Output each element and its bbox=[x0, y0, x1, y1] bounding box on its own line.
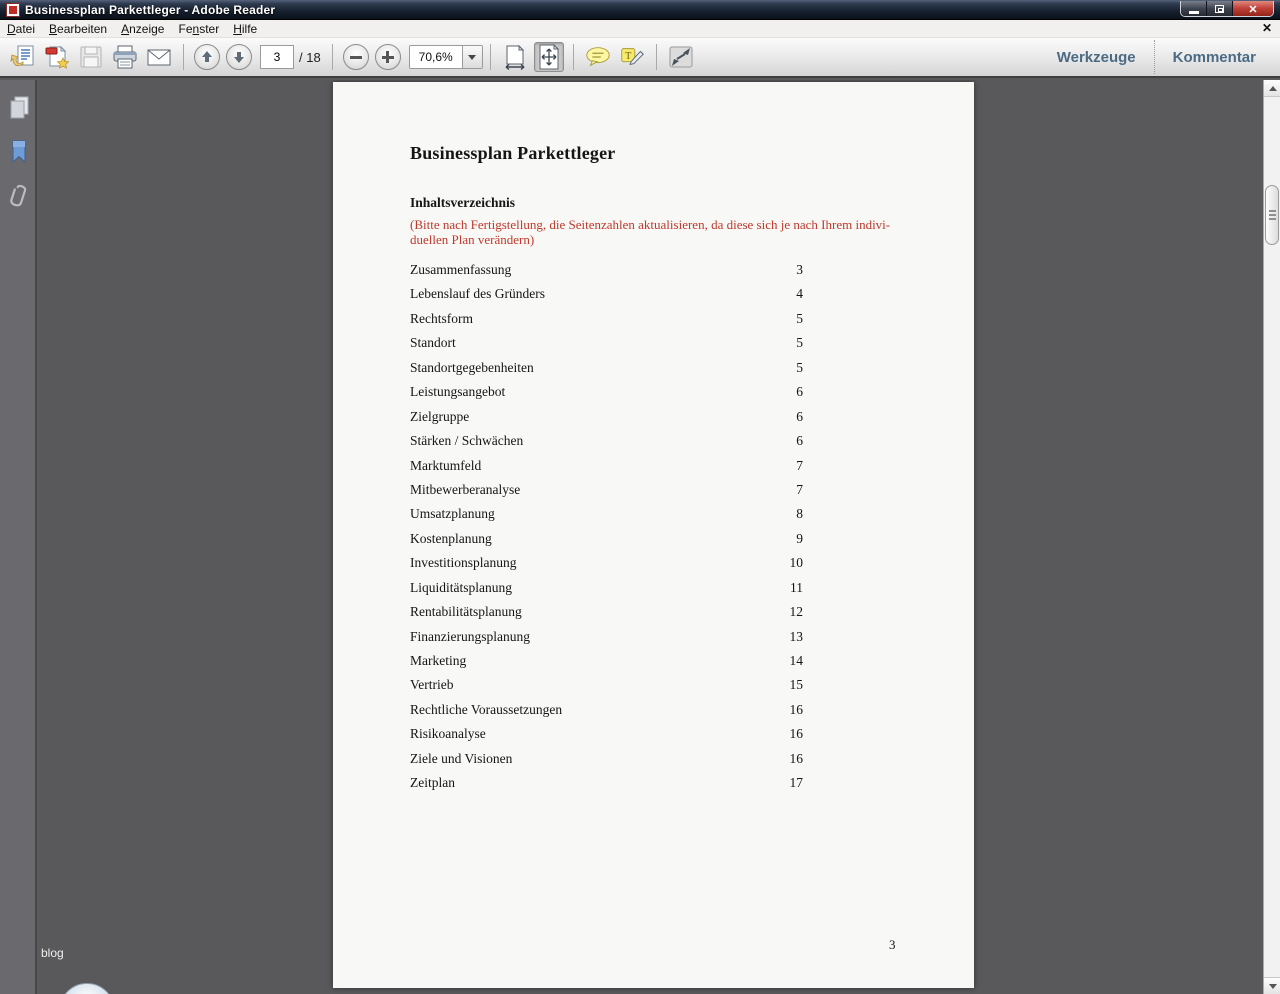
watermark-circle bbox=[59, 983, 115, 994]
toc-entry-page: 16 bbox=[789, 750, 803, 766]
toc-row bbox=[410, 747, 803, 771]
toc-entry-label: Stärken / Schwächen bbox=[410, 433, 524, 449]
zoom-dropdown-button[interactable] bbox=[462, 46, 482, 68]
toc-row bbox=[410, 454, 803, 478]
toc-row bbox=[410, 600, 803, 624]
save-icon bbox=[78, 44, 104, 70]
fullscreen-icon bbox=[667, 44, 695, 70]
toc-entry-page: 14 bbox=[789, 653, 803, 668]
toc-entry-label: Ziele und Visionen bbox=[410, 750, 513, 766]
toc-entry-page: 10 bbox=[789, 555, 803, 571]
toc-row bbox=[410, 356, 803, 380]
previous-page-button[interactable] bbox=[194, 44, 220, 70]
toc-entry-page: 5 bbox=[796, 335, 803, 351]
page-down-icon bbox=[234, 51, 244, 63]
menu-anzeige[interactable]: Anzeige bbox=[121, 21, 165, 36]
svg-text:T: T bbox=[624, 50, 632, 62]
create-pdf-online-icon bbox=[44, 44, 70, 70]
toc-entry-page: 5 bbox=[796, 310, 803, 326]
fit-page-icon bbox=[536, 44, 562, 70]
toc-entry-page: 5 bbox=[796, 359, 803, 375]
toc-row bbox=[410, 282, 803, 306]
toc-row bbox=[410, 722, 803, 746]
pdf-page bbox=[333, 82, 974, 988]
fit-page-button[interactable] bbox=[534, 42, 564, 72]
paperclip-icon bbox=[8, 182, 30, 210]
toc-entry-label: Zielgruppe bbox=[410, 408, 470, 424]
close-button[interactable] bbox=[1233, 1, 1273, 17]
toc-entry-label: Standort bbox=[410, 335, 456, 351]
menu-fenster[interactable]: Fenster bbox=[178, 21, 220, 36]
zoom-out-icon bbox=[350, 56, 362, 59]
page-count-label: / 18 bbox=[299, 49, 321, 65]
toc-entry-page: 9 bbox=[796, 530, 803, 546]
minimize-icon bbox=[1189, 11, 1199, 14]
toc-entry-label: Vertrieb bbox=[410, 677, 454, 693]
window-controls bbox=[1180, 1, 1274, 17]
chevron-down-icon bbox=[468, 55, 476, 60]
menu-bearbeiten[interactable]: Bearbeiten bbox=[49, 21, 108, 36]
zoom-out-button[interactable] bbox=[343, 44, 369, 70]
toc-row bbox=[410, 258, 803, 282]
scroll-down-button[interactable] bbox=[1264, 977, 1280, 994]
print-icon bbox=[111, 44, 139, 70]
toolbar-separator bbox=[332, 44, 333, 70]
toc-entry-label: Marketing bbox=[410, 653, 467, 668]
scroll-up-button[interactable] bbox=[1264, 80, 1280, 97]
page-number-input[interactable] bbox=[260, 45, 294, 69]
email-icon bbox=[145, 44, 173, 70]
toc-row bbox=[410, 673, 803, 697]
document-title: Businessplan Parkettleger bbox=[410, 143, 616, 163]
toc-row bbox=[410, 649, 803, 673]
toc-entry-label: Kostenplanung bbox=[410, 530, 492, 546]
zoom-in-button[interactable] bbox=[375, 44, 401, 70]
toc-entry-page: 7 bbox=[796, 481, 803, 497]
page-footer-number: 3 bbox=[889, 937, 896, 952]
toc-entry-page: 7 bbox=[796, 457, 803, 473]
toc-entry-label: Finanzierungsplanung bbox=[410, 628, 530, 644]
create-pdf-button[interactable] bbox=[42, 42, 72, 72]
toc-entry-label: Risikoanalyse bbox=[410, 726, 486, 742]
zoom-in-icon bbox=[382, 51, 394, 63]
toolbar-separator bbox=[490, 44, 491, 70]
toc-entry-page: 15 bbox=[789, 677, 803, 693]
toc-heading: Inhaltsverzeichnis bbox=[410, 195, 516, 210]
toc-entry-page: 11 bbox=[790, 579, 803, 595]
toc-entry-label: Investitionsplanung bbox=[410, 555, 517, 571]
open-file-button[interactable] bbox=[8, 42, 38, 72]
attachments-button[interactable] bbox=[0, 174, 37, 218]
toc-entry-label: Liquiditätsplanung bbox=[410, 579, 512, 595]
vertical-scrollbar[interactable] bbox=[1263, 80, 1280, 994]
toc-entry-page: 16 bbox=[789, 701, 803, 717]
toc-row bbox=[410, 502, 803, 526]
page-up-icon bbox=[202, 51, 212, 63]
toc-row bbox=[410, 429, 803, 453]
toc-entry-label: Umsatzplanung bbox=[410, 506, 495, 522]
toc-entry-label: Zusammenfassung bbox=[410, 262, 512, 277]
toc-entry-page: 16 bbox=[789, 726, 803, 742]
toc-row bbox=[410, 625, 803, 649]
menu-items bbox=[0, 21, 264, 37]
tools-panel-button[interactable]: Werkzeuge bbox=[1056, 48, 1136, 66]
toc-row bbox=[410, 551, 803, 575]
toc-row bbox=[410, 405, 803, 429]
toc-entry-page: 6 bbox=[796, 433, 803, 449]
toc-entry-label: Lebenslauf des Gründers bbox=[410, 286, 545, 302]
toolbar-separator bbox=[656, 44, 657, 70]
toc-entry-page: 6 bbox=[796, 384, 803, 400]
sticky-note-icon bbox=[584, 44, 612, 70]
toc-row bbox=[410, 478, 803, 502]
titlebar bbox=[0, 0, 1280, 20]
note-line-2: duellen Plan verändern) bbox=[410, 231, 535, 247]
toc-entry-label: Rechtliche Voraussetzungen bbox=[410, 701, 563, 717]
toc-row bbox=[410, 307, 803, 331]
toc-entry-page: 4 bbox=[796, 286, 803, 302]
toc-row bbox=[410, 380, 803, 404]
toc-row bbox=[410, 698, 803, 722]
fit-width-button[interactable] bbox=[500, 42, 530, 72]
page-thumbnails-icon bbox=[8, 95, 30, 121]
toc-row bbox=[410, 771, 803, 795]
toc-entry-page: 12 bbox=[789, 604, 803, 620]
navigation-pane bbox=[0, 80, 37, 994]
document-canvas[interactable] bbox=[39, 80, 1263, 994]
sticky-note-button[interactable] bbox=[583, 42, 613, 72]
menu-datei[interactable]: Datei bbox=[7, 21, 36, 36]
open-file-icon bbox=[10, 44, 36, 70]
toc-entry-page: 17 bbox=[789, 775, 803, 791]
bookmarks-icon bbox=[8, 139, 30, 165]
toolbar bbox=[0, 38, 1280, 78]
toc-entry-label: Leistungsangebot bbox=[410, 384, 506, 400]
close-icon: ✕ bbox=[1248, 3, 1258, 16]
menubar bbox=[0, 20, 1280, 38]
toc-entry-label: Standortgegebenheiten bbox=[410, 359, 534, 375]
fullscreen-button[interactable] bbox=[666, 42, 696, 72]
email-button[interactable] bbox=[144, 42, 174, 72]
print-button[interactable] bbox=[110, 42, 140, 72]
document-note bbox=[410, 218, 900, 247]
fit-width-icon bbox=[502, 44, 528, 70]
toc-entry-label: Marktumfeld bbox=[410, 457, 482, 473]
bookmarks-button[interactable] bbox=[0, 130, 37, 174]
toc-row bbox=[410, 527, 803, 551]
toc-entry-label: Rechtsform bbox=[410, 310, 473, 326]
save-button[interactable] bbox=[76, 42, 106, 72]
window-title: Businessplan Parkettleger - Adobe Reader bbox=[25, 2, 276, 17]
menubar-close-icon[interactable]: ✕ bbox=[1261, 21, 1272, 35]
toolbar-separator bbox=[573, 44, 574, 70]
table-of-contents bbox=[410, 258, 803, 796]
main-area bbox=[0, 80, 1280, 994]
zoom-level-control bbox=[409, 45, 483, 69]
menu-hilfe[interactable]: Hilfe bbox=[233, 21, 258, 36]
restore-icon bbox=[1215, 5, 1224, 13]
restore-button[interactable] bbox=[1207, 1, 1233, 17]
toolbar-separator bbox=[183, 44, 184, 70]
toc-row bbox=[410, 576, 803, 600]
toc-entry-page: 8 bbox=[796, 506, 803, 522]
zoom-level-value[interactable]: 70,6% bbox=[410, 46, 462, 68]
scroll-down-icon bbox=[1269, 984, 1277, 989]
toc-row bbox=[410, 331, 803, 355]
minimize-button[interactable] bbox=[1181, 1, 1207, 17]
adobe-pdf-app-icon bbox=[6, 3, 20, 17]
note-line-1: (Bitte nach Fertigstellung, die Seitenzahlen aktualisieren, da diese sich je nach Ihrem indivi- bbox=[410, 217, 891, 232]
toc-entry-page: 13 bbox=[789, 628, 803, 644]
scroll-up-icon bbox=[1269, 86, 1277, 91]
toc-entry-label: Mitbewerberanalyse bbox=[410, 481, 521, 497]
toolbar-right-panel bbox=[1039, 37, 1274, 77]
next-page-button[interactable] bbox=[226, 44, 252, 70]
toc-entry-label: Zeitplan bbox=[410, 775, 455, 791]
comment-panel-button[interactable]: Kommentar bbox=[1172, 48, 1256, 66]
toc-entry-page: 3 bbox=[796, 262, 803, 277]
watermark-text: blog bbox=[41, 946, 64, 960]
page-thumbnails-button[interactable] bbox=[0, 86, 37, 130]
highlight-text-button[interactable] bbox=[617, 42, 647, 72]
toc-entry-page: 6 bbox=[796, 408, 803, 424]
scrollbar-thumb[interactable] bbox=[1265, 185, 1279, 245]
highlight-text-icon bbox=[618, 44, 646, 70]
toc-entry-label: Rentabilitätsplanung bbox=[410, 604, 522, 620]
